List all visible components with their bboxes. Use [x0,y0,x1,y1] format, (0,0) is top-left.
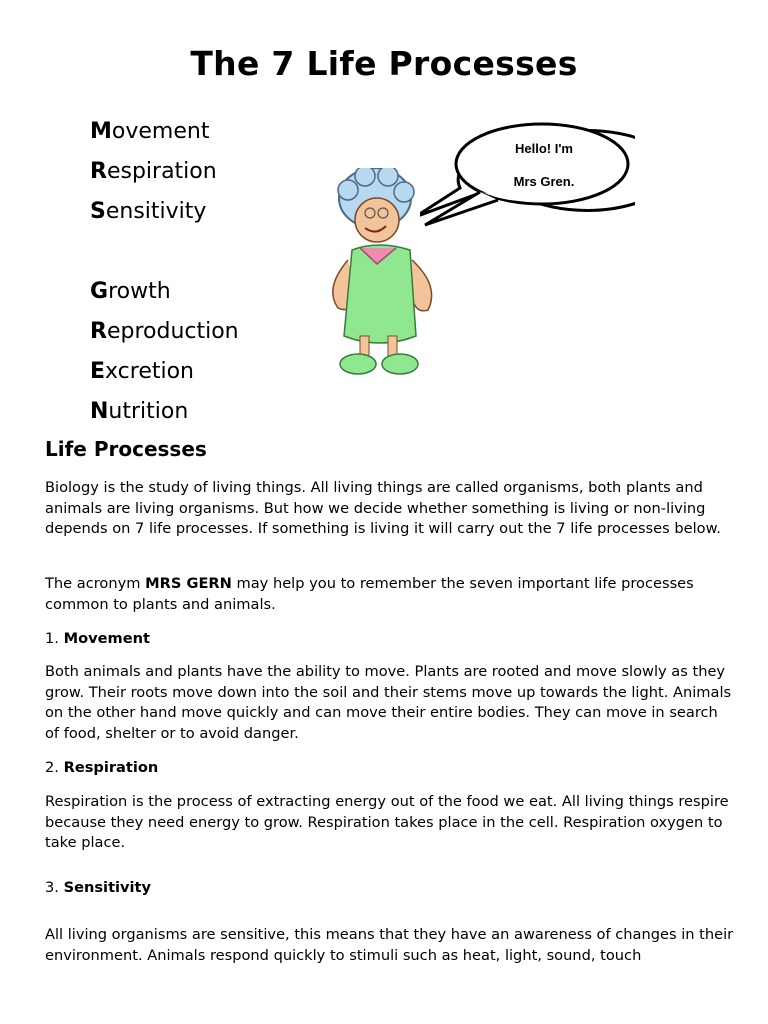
acronym-letter: S [90,199,106,224]
acronym-letter: N [90,399,109,424]
acronym-rest: rowth [108,279,171,304]
movement-paragraph: Both animals and plants have the ability to move. Plants are rooted and move slowly as they grow. Their roots move down into the soil and their stems move up towards the light. Animals on the other hand move quickly and can move their entire bodies. They can move in search of food, shelter or to avoid danger. [45,663,732,743]
acronym-letter: R [90,159,107,184]
bubble-line-1: Hello! I'm [515,141,573,156]
subheading-label: Sensitivity [63,879,152,896]
acronym-letter: R [90,319,107,344]
acronym-letter: E [90,359,106,384]
acronym-letter: G [90,279,109,304]
acronym-sentence-after: may help you to remember the seven important life processes common to plants and animals. [45,575,694,613]
acronym-item [90,392,239,432]
acronym-item [90,352,239,392]
subheading-label: Movement [63,630,151,647]
acronym-list-mrs [90,112,217,232]
respiration-paragraph: Respiration is the process of extracting energy out of the food we eat. All living things respire because they need energy to grow. Respiration takes place in the cell. Respiration oxygen to take place. [45,793,729,852]
acronym-rest: espiration [106,159,217,184]
page-title: The 7 Life Processes [190,44,578,83]
acronym-item [90,112,217,152]
acronym-item [90,312,239,352]
acronym-rest: ovement [111,119,210,144]
acronym-sentence-before: The acronym [45,575,146,592]
section-heading-life-processes: Life Processes [45,437,207,461]
acronym-rest: ensitivity [105,199,207,224]
acronym-letter: M [90,119,112,144]
subheading-sensitivity [45,879,151,896]
acronym-item [90,152,217,192]
subheading-respiration [45,759,158,776]
acronym-item [90,192,217,232]
subheading-number: 2. [45,759,64,776]
acronym-item [90,272,239,312]
intro-paragraph: Biology is the study of living things. All living things are called organisms, both plants and animals are living organisms. But how we decide whether something is living or non-living depends on 7 life processes. If something is living it will carry out the 7 life processes below. [45,479,721,538]
acronym-sentence-bold: MRS GERN [145,575,232,592]
acronym-list-gern [90,272,239,432]
acronym-rest: xcretion [105,359,194,384]
acronym-rest: eproduction [106,319,239,344]
acronym-paragraph [45,574,735,615]
subheading-label: Respiration [63,759,159,776]
subheading-number: 3. [45,879,64,896]
subheading-number: 1. [45,630,64,647]
bubble-line-2: Mrs Gren. [513,174,575,189]
mrs-gren-illustration [320,168,450,380]
acronym-rest: utrition [108,399,189,424]
subheading-movement [45,630,150,647]
sensitivity-paragraph: All living organisms are sensitive, this means that they have an awareness of changes in their environment. Animals respond quickly to stimuli such as heat, light, sound, touch [45,926,734,964]
